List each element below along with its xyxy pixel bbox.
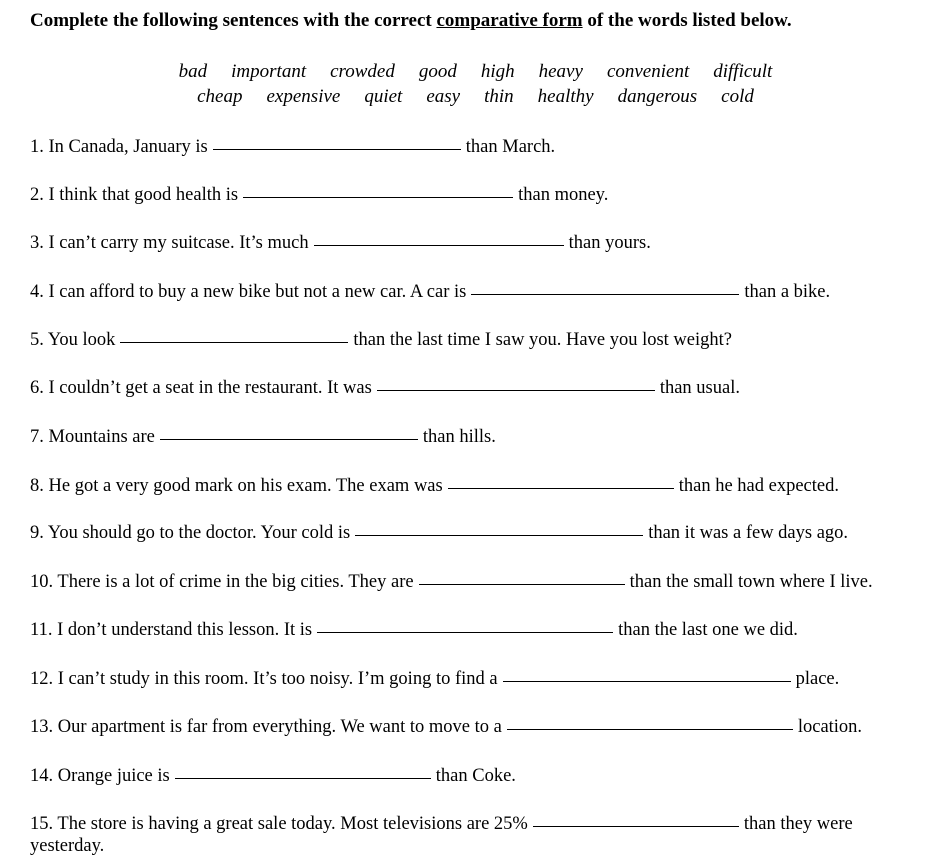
- answer-blank-7[interactable]: [160, 438, 418, 440]
- answer-blank-2[interactable]: [243, 196, 513, 198]
- question-8: [30, 475, 839, 497]
- question-11: [30, 619, 798, 641]
- answer-blank-1[interactable]: [213, 148, 461, 150]
- word-bank-item: important: [231, 61, 307, 82]
- question-9: [30, 522, 848, 544]
- question-text: than Coke.: [435, 766, 516, 786]
- instructions-text-after: of the words listed below.: [582, 10, 792, 31]
- answer-blank-4[interactable]: [471, 293, 739, 295]
- question-text: location.: [797, 717, 863, 737]
- question-text: place.: [795, 669, 840, 689]
- question-text: than the last time I saw you. Have you lost weight?: [353, 330, 732, 350]
- question-text: than hills.: [422, 427, 496, 447]
- answer-blank-13[interactable]: [507, 728, 793, 730]
- question-5: [30, 329, 732, 351]
- instructions-heading: [30, 10, 792, 32]
- question-text: than yours.: [568, 233, 651, 253]
- answer-blank-9[interactable]: [355, 534, 643, 536]
- answer-blank-15[interactable]: [533, 825, 739, 827]
- question-text: 9. You should go to the doctor. Your cold is: [30, 523, 351, 543]
- word-bank-item: easy: [426, 86, 461, 107]
- question-text: 4. I can afford to buy a new bike but not a new car. A car is: [30, 282, 467, 302]
- question-text: than usual.: [659, 378, 740, 398]
- answer-blank-5[interactable]: [120, 341, 348, 343]
- question-text: 12. I can’t study in this room. It’s too noisy. I’m going to find a: [30, 669, 498, 689]
- question-text: 13. Our apartment is far from everything. We want to move to a: [30, 717, 502, 737]
- question-12: [30, 668, 839, 690]
- answer-blank-3[interactable]: [314, 244, 564, 246]
- word-bank-item: thin: [484, 86, 514, 107]
- instructions-text-before: Complete the following sentences with the correct: [30, 10, 437, 31]
- question-text: 10. There is a lot of crime in the big cities. They are: [30, 572, 414, 592]
- question-text: than they were yesterday.: [30, 814, 853, 856]
- instructions-emphasis: comparative form: [436, 10, 583, 31]
- word-bank-item: crowded: [330, 61, 395, 82]
- question-text: than March.: [465, 137, 556, 157]
- question-text: 2. I think that good health is: [30, 185, 239, 205]
- question-text: than the last one we did.: [618, 620, 798, 640]
- question-6: [30, 377, 740, 399]
- word-bank-item: good: [418, 61, 457, 82]
- question-text: than money.: [518, 185, 609, 205]
- question-10: [30, 571, 873, 593]
- question-text: 5. You look: [30, 330, 116, 350]
- word-bank-item: high: [480, 61, 515, 82]
- question-text: 3. I can’t carry my suitcase. It’s much: [30, 233, 309, 253]
- question-3: [30, 232, 651, 254]
- question-14: [30, 765, 516, 787]
- answer-blank-11[interactable]: [317, 631, 613, 633]
- answer-blank-6[interactable]: [377, 389, 655, 391]
- question-4: [30, 281, 830, 303]
- question-text: 15. The store is having a great sale today. Most televisions are 25%: [30, 814, 528, 834]
- word-bank-item: heavy: [538, 61, 583, 82]
- question-1: [30, 136, 555, 158]
- question-text: than it was a few days ago.: [648, 523, 849, 543]
- question-text: 11. I don’t understand this lesson. It is: [30, 620, 313, 640]
- word-bank-item: cheap: [197, 86, 243, 107]
- word-bank-item: healthy: [537, 86, 594, 107]
- question-2: [30, 184, 608, 206]
- question-15: [30, 813, 930, 857]
- word-bank-item: dangerous: [617, 86, 698, 107]
- question-text: 6. I couldn’t get a seat in the restaurant. It was: [30, 378, 372, 398]
- question-text: 7. Mountains are: [30, 427, 155, 447]
- question-text: 8. He got a very good mark on his exam. The exam was: [30, 476, 443, 496]
- answer-blank-10[interactable]: [419, 583, 625, 585]
- word-bank-item: expensive: [266, 86, 341, 107]
- answer-blank-14[interactable]: [175, 777, 431, 779]
- question-13: [30, 716, 862, 738]
- word-bank-item: quiet: [364, 86, 403, 107]
- answer-blank-8[interactable]: [448, 487, 674, 489]
- question-text: than a bike.: [744, 282, 831, 302]
- question-7: [30, 426, 496, 448]
- word-bank-row-1: [0, 61, 951, 83]
- question-text: than the small town where I live.: [629, 572, 873, 592]
- word-bank-item: bad: [178, 61, 208, 82]
- word-bank-item: convenient: [606, 61, 690, 82]
- word-bank-item: difficult: [713, 61, 773, 82]
- answer-blank-12[interactable]: [503, 680, 791, 682]
- question-text: than he had expected.: [678, 476, 839, 496]
- word-bank-row-2: [0, 86, 951, 108]
- question-text: 1. In Canada, January is: [30, 137, 208, 157]
- question-text: 14. Orange juice is: [30, 766, 170, 786]
- word-bank-item: cold: [721, 86, 754, 107]
